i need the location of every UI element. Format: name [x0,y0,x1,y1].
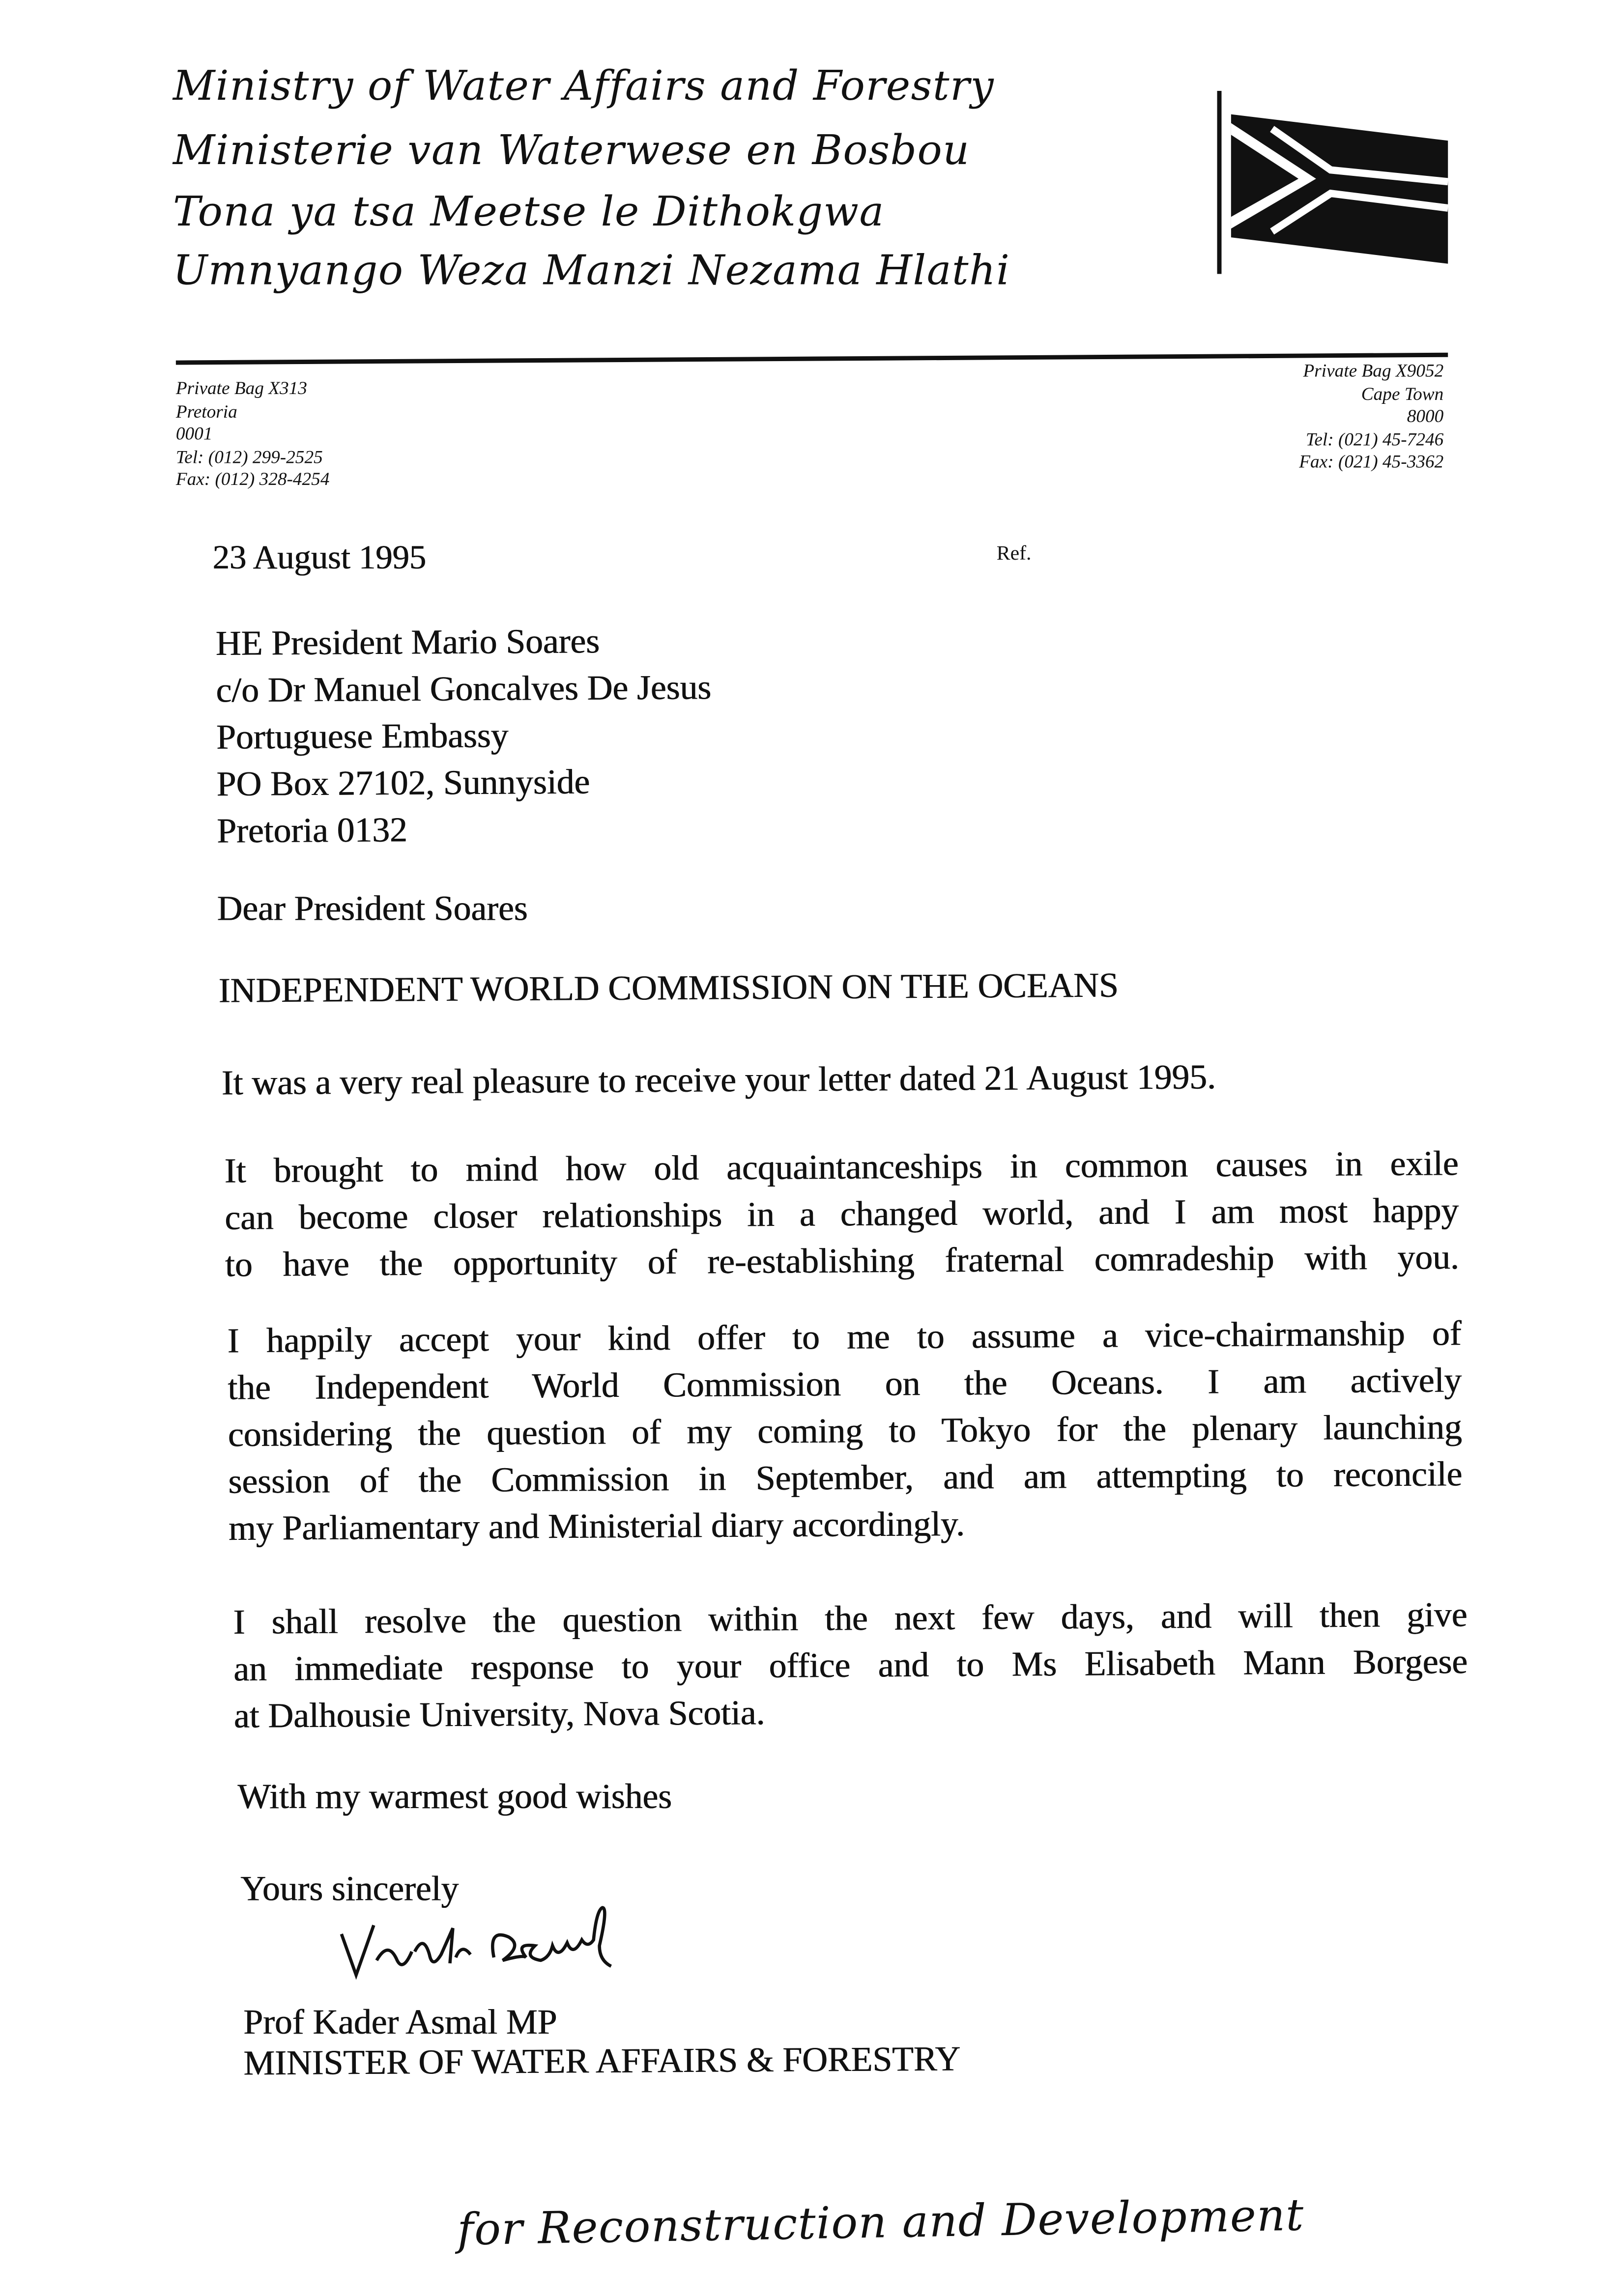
recipient-line: c/o Dr Manuel Goncalves De Jesus [215,669,712,711]
footer-motto: for Reconstruction and Development [457,2190,1305,2257]
paragraph-line: considering the question of my coming to Tokyo for the plenary launching [228,1409,1462,1455]
address-line: Tel: (012) 299-2525 [175,446,323,467]
letterhead-line-afrikaans: Ministerie van Waterwese en Bosbou [173,126,970,174]
address-line: 8000 [1407,406,1444,426]
ref-label: Ref. [996,543,1032,566]
paragraph-4 [233,1592,1468,1741]
paragraph-line: at Dalhousie University, Nova Scotia. [233,1695,765,1736]
closing-wish: With my warmest good wishes [237,1779,672,1817]
paragraph-line: the Independent World Commission on the Oceans. I am actively [227,1362,1462,1408]
south-african-flag-icon [1213,91,1455,274]
signatory-name: Prof Kader Asmal MP [243,2004,557,2042]
paragraph-line: It brought to mind how old acquaintanceships in common causes in exile [224,1145,1459,1191]
paragraph-line: my Parliamentary and Ministerial diary accordingly. [228,1506,965,1549]
recipient-line: Portuguese Embassy [216,717,509,758]
paragraph-line: an immediate response to your office and to Ms Elisabeth Mann Borgese [233,1644,1468,1690]
letterhead-line-english: Ministry of Water Affairs and Forestry [173,61,995,110]
paragraph-3 [227,1311,1463,1553]
address-line: 0001 [175,423,213,444]
subject-heading: INDEPENDENT WORLD COMMISSION ON THE OCEANS [218,967,1119,1011]
address-line: Pretoria [175,400,237,422]
letterhead-line-sotho: Tona ya tsa Meetse le Dithokgwa [173,187,885,236]
paragraph-line: It was a very real pleasure to receive your letter dated 21 August 1995. [221,1059,1216,1104]
paragraph-line: to have the opportunity of re-establishing fraternal comradeship with you. [225,1239,1459,1285]
address-line: Fax: (021) 45-3362 [1299,451,1444,472]
closing: Yours sincerely [240,1871,459,1909]
recipient-address [215,618,712,855]
recipient-line: Pretoria 0132 [216,812,407,851]
paragraph-line: can become closer relationships in a changed world, and I am most happy [224,1192,1459,1238]
paragraph-2 [224,1141,1459,1290]
letterhead-line-zulu: Umnyango Weza Manzi Nezama Hlathi [173,246,1010,295]
cape-town-address [1202,361,1443,474]
address-line: Cape Town [1361,383,1444,404]
salutation: Dear President Soares [217,891,528,929]
recipient-line: HE President Mario Soares [215,623,600,664]
letter-date: 23 August 1995 [212,539,426,576]
address-line: Private Bag X313 [175,378,307,399]
signatory-title: MINISTER OF WATER AFFAIRS & FORESTRY [243,2041,961,2084]
handwritten-signature [330,1905,637,1985]
address-line: Tel: (021) 45-7246 [1306,428,1444,449]
paragraph-line: session of the Commission in September, and am attempting to reconcile [228,1456,1463,1502]
recipient-line: PO Box 27102, Sunnyside [216,764,590,805]
address-line: Private Bag X9052 [1303,360,1444,381]
pretoria-address [176,378,330,491]
address-line: Fax: (012) 328-4254 [175,469,330,489]
paragraph-line: I happily accept your kind offer to me to assume a vice-chairmanship of [227,1315,1462,1361]
paragraph-line: I shall resolve the question within the next few days, and will then give [233,1596,1468,1643]
paragraph-1 [221,1055,1216,1108]
